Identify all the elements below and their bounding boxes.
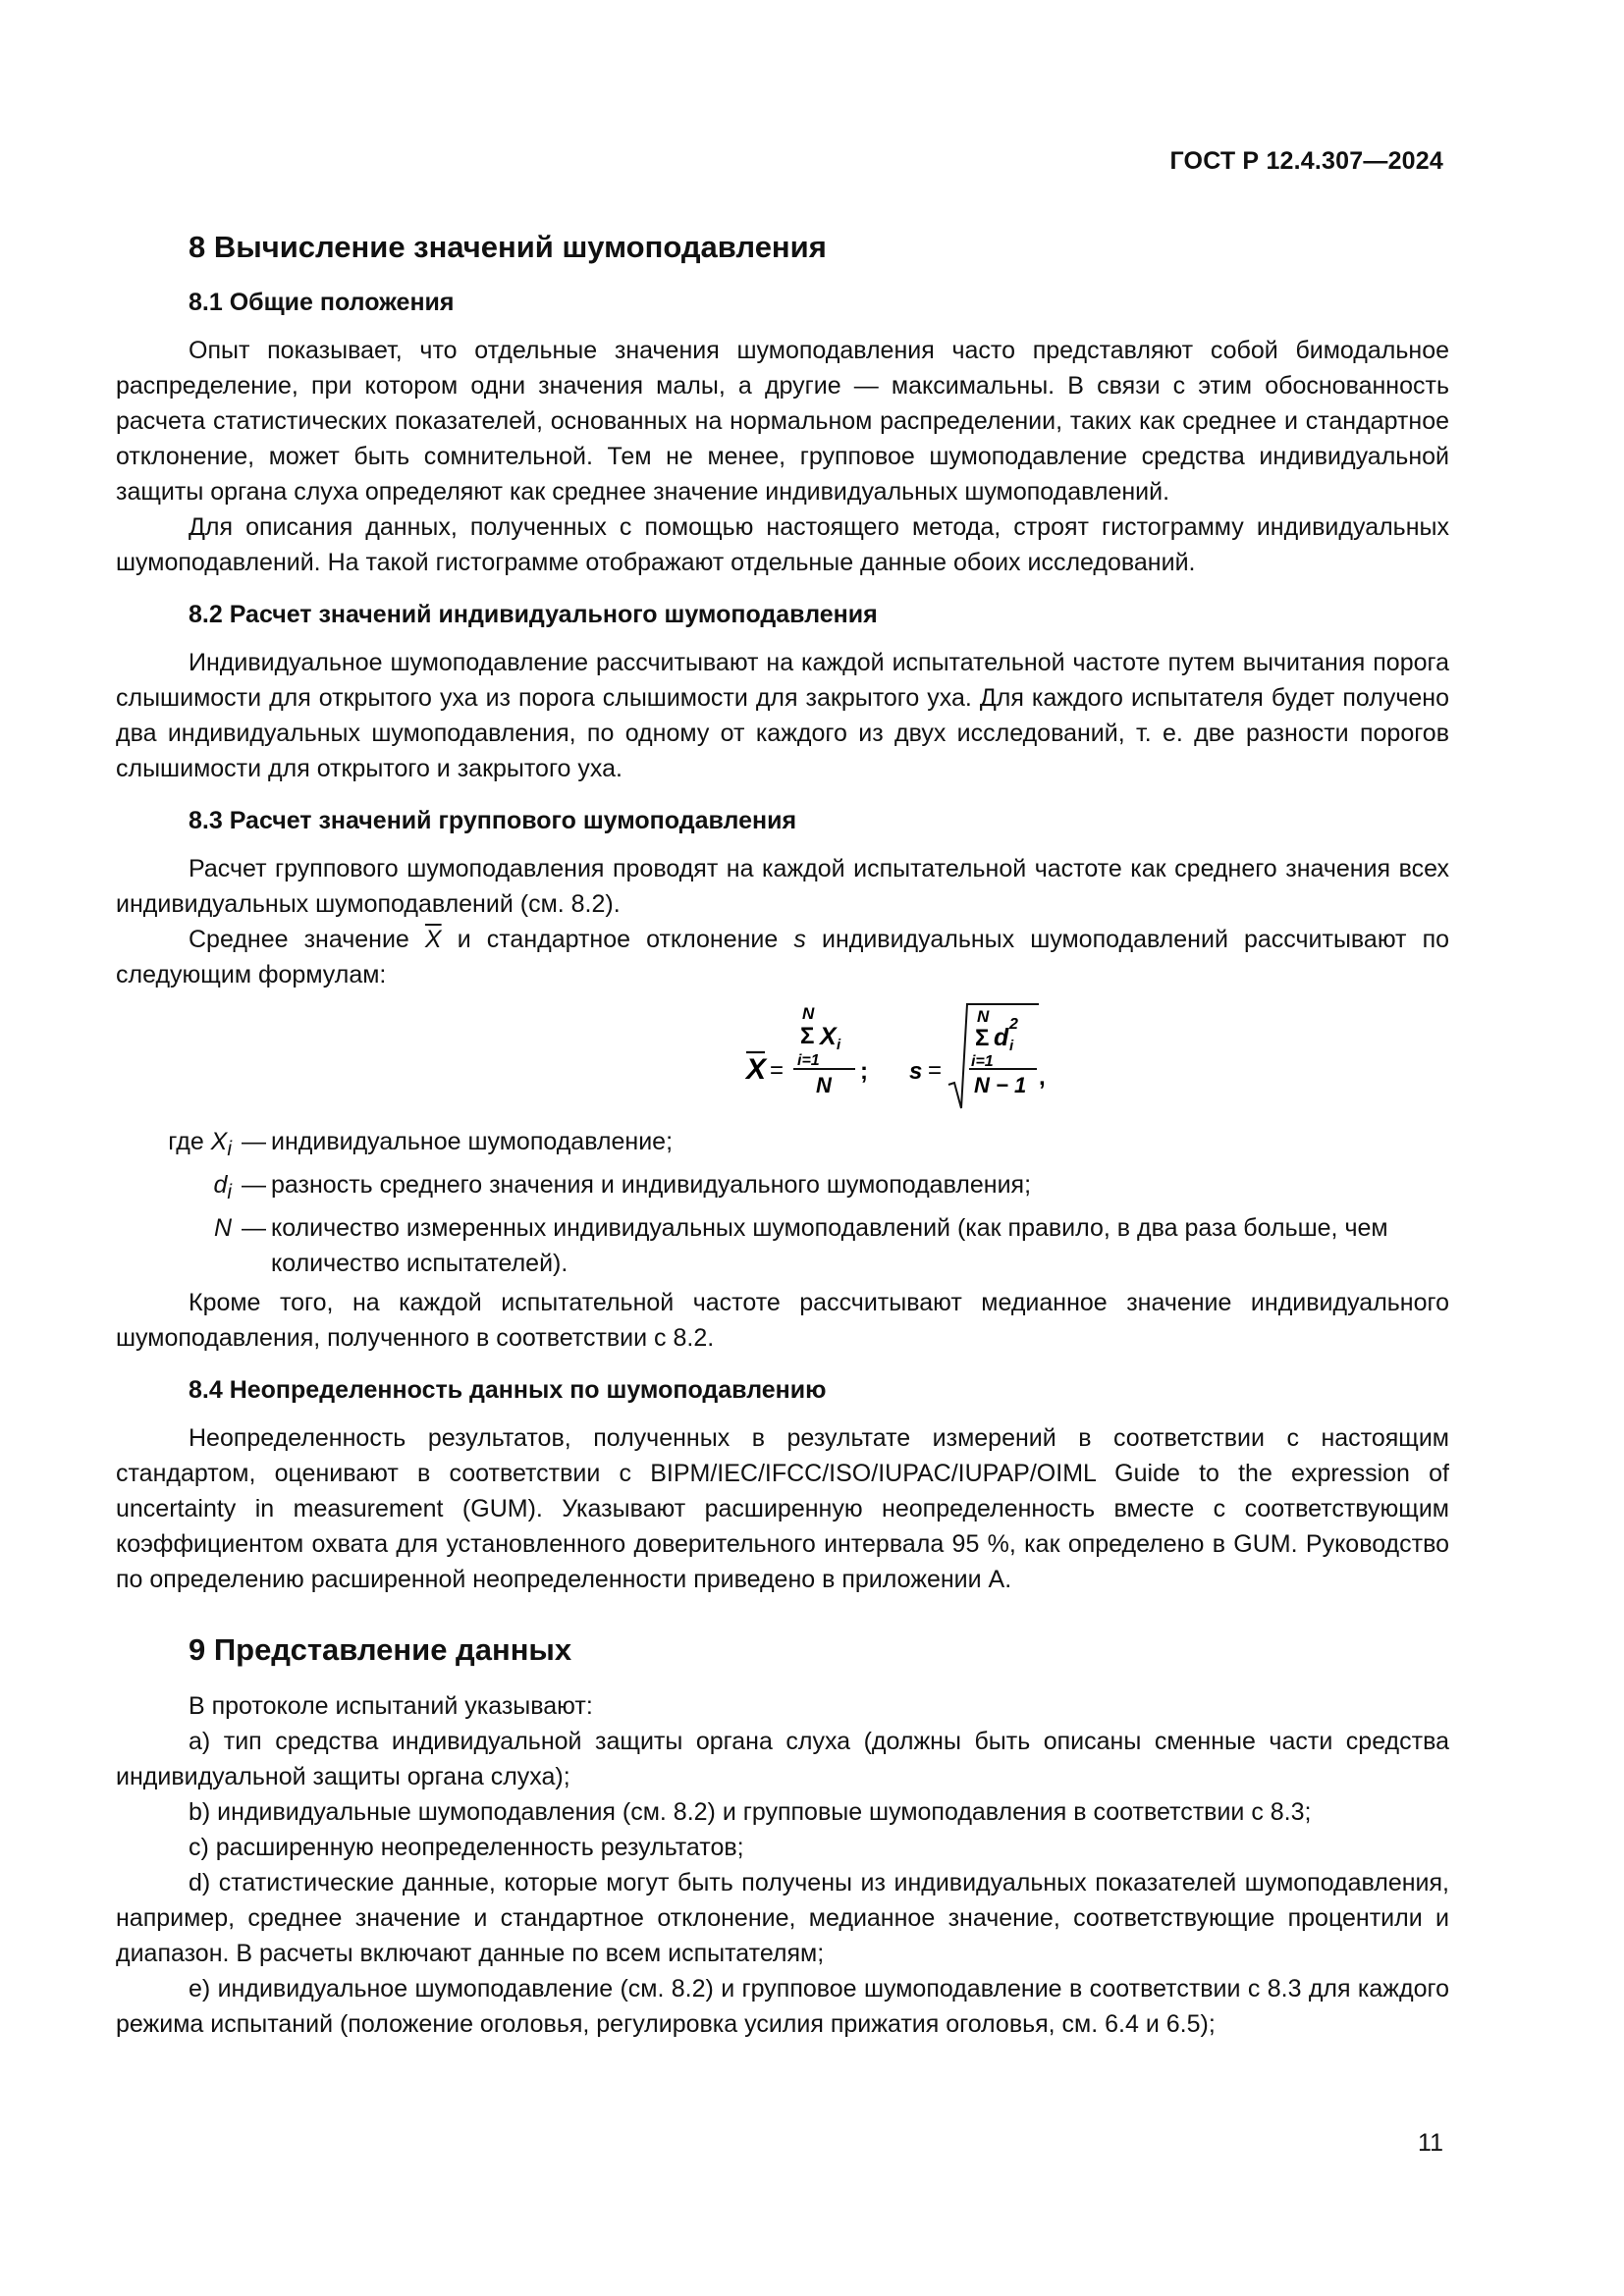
symbol-d: d: [213, 1171, 228, 1199]
definition-prefix: где: [168, 1128, 211, 1155]
std-symbol: s: [793, 926, 806, 953]
formula-xi-sub: i: [837, 1037, 841, 1053]
subsection-8-4-heading: 8.4 Неопределенность данных по шумоподавлению: [189, 1376, 827, 1404]
list-item-c: c) расширенную неопределенность результатов;: [189, 1834, 744, 1861]
formula-sum-bottom: i=1: [797, 1052, 820, 1069]
formula-sum-top: N: [802, 1004, 815, 1023]
formula-xi: X: [820, 1023, 837, 1050]
definition-dash: —: [242, 1214, 266, 1242]
paragraph-8-2-1: Индивидуальное шумоподавление рассчитывают на каждой испытательной частоте путем вычитания порога слышимости для открытого уха из порога слышимости для закрытого уха. Для каждого испытателя будет получено два индивидуальных шумоподавления, по одному от каждого из двух исследований, т. е. две разности порогов слышимости для открытого и закрытого уха.: [116, 649, 1449, 782]
definition-symbol: [116, 1124, 242, 1167]
formula-equals-2: =: [928, 1057, 943, 1084]
subsection-8-3-heading: 8.3 Расчет значений группового шумоподавления: [189, 807, 797, 834]
formula-di-sup: 2: [1009, 1016, 1018, 1033]
formula-block: [116, 1000, 1449, 1114]
definition-dash: —: [242, 1171, 266, 1199]
formula-di-sub: i: [1009, 1038, 1014, 1054]
formula-denominator: N: [816, 1073, 832, 1097]
formula-di: d: [994, 1024, 1009, 1051]
formula-sigma: Σ: [800, 1023, 815, 1049]
paragraph-8-4-1: Неопределенность результатов, полученных в результате измерений в соответствии с настоящим стандартом, оценивают в соответствии с BIPM/IEC/IFCC/ISO/IUPAC/IUPAP/OIML Guide to the expression of uncertainty in measurement (GUM). Указывают расширенную неопределенность вместе с соответствующим коэффициентом охвата для установленного доверительного интервала 95 %, как определено в GUM. Руководство по определению расширенной неопределенности приведено в приложении А.: [116, 1424, 1449, 1593]
subsection-8-1-heading: 8.1 Общие положения: [189, 289, 455, 316]
symbol-sub: i: [227, 1181, 232, 1203]
formula-sum-top-2: N: [977, 1007, 990, 1026]
paragraph-8-3-1: Расчет группового шумоподавления проводят на каждой испытательной частоте как среднего значения всех индивидуальных шумоподавлений (см. 8.2).: [116, 855, 1449, 918]
text-fragment: и стандартное отклонение: [441, 926, 794, 953]
paragraph-8-1-1: Опыт показывает, что отдельные значения шумоподавления часто представляют собой бимодальное распределение, при котором одни значения малы, а другие — максимальны. В связи с этим обоснованность расчета статистических показателей, основанных на нормальном распределении, таких как среднее и стандартное отклонение, может быть сомнительной. Тем не менее, групповое шумоподавление средства индивидуальной защиты органа слуха определяют как среднее значение индивидуальных шумоподавлений.: [116, 337, 1449, 506]
list-item-e: e) индивидуальное шумоподавление (см. 8.2) и групповое шумоподавление в соответствии с 8.3 для каждого режима испытаний (положение оголовья, регулировка усилия прижатия оголовья, см. 6.4 и 6.5);: [116, 1975, 1449, 2038]
definition-text: количество измеренных индивидуальных шумоподавлений (как правило, в два раза больше, чем количество испытателей).: [271, 1214, 1388, 1277]
formula-sigma-2: Σ: [975, 1025, 990, 1051]
formula-denominator-2: N − 1: [974, 1073, 1027, 1097]
list-item-a: а) тип средства индивидуальной защиты органа слуха (должны быть описаны сменные части средства индивидуальной защиты органа слуха);: [116, 1728, 1449, 1790]
formula-xbar: X: [746, 1053, 767, 1086]
symbol-sub: i: [227, 1138, 232, 1160]
paragraph-8-3-3: Кроме того, на каждой испытательной частоте рассчитывают медианное значение индивидуального шумоподавления, полученного в соответствии с 8.2.: [116, 1289, 1449, 1352]
list-item-d: d) статистические данные, которые могут быть получены из индивидуальных показателей шумоподавления, например, среднее значение и стандартное отклонение, медианное значение, соответствующие процентили и диапазон. В расчеты включают данные по всем испытателям;: [116, 1869, 1449, 1967]
formula-comma: ,: [1039, 1064, 1046, 1091]
section-8-heading: 8 Вычисление значений шумоподавления: [189, 230, 827, 264]
formula-s: s: [909, 1058, 923, 1085]
definition-row: [116, 1124, 1449, 1167]
section-9-intro: В протоколе испытаний указывают:: [189, 1692, 593, 1720]
text-fragment: индивидуальных шумоподавлений рассчитывают по следующим формулам:: [116, 926, 1450, 988]
paragraph-8-3-2: [116, 922, 1449, 992]
definition-text: разность среднего значения и индивидуального шумоподавления;: [271, 1171, 1032, 1199]
page-number: 11: [1418, 2129, 1443, 2157]
symbol-x: X: [210, 1128, 228, 1155]
symbol-n: N: [213, 1214, 232, 1242]
definition-text: индивидуальное шумоподавление;: [271, 1128, 674, 1155]
mean-std-formula: [617, 1000, 1068, 1114]
formula-equals: =: [770, 1057, 785, 1084]
page-content: [116, 228, 1449, 2042]
definition-symbol: [116, 1167, 242, 1210]
definition-dash: —: [242, 1128, 266, 1155]
paragraph-8-1-2: Для описания данных, полученных с помощью настоящего метода, строят гистограмму индивидуальных шумоподавлений. На такой гистограмме отображают отдельные данные обоих исследований.: [116, 513, 1449, 576]
formula-semicolon: ;: [860, 1058, 868, 1085]
section-9-heading: 9 Представление данных: [189, 1632, 572, 1667]
list-item-b: b) индивидуальные шумоподавления (см. 8.2) и групповые шумоподавления в соответствии с 8.3;: [189, 1798, 1312, 1826]
text-fragment: Среднее значение: [189, 926, 425, 953]
formula-sum-bottom-2: i=1: [971, 1053, 994, 1070]
document-code-header: ГОСТ Р 12.4.307—2024: [1169, 147, 1443, 175]
subsection-8-2-heading: 8.2 Расчет значений индивидуального шумоподавления: [189, 601, 878, 628]
section-9: [116, 1630, 1449, 2042]
definition-symbol: [116, 1210, 242, 1246]
definition-row: [116, 1210, 1449, 1281]
mean-symbol: $\overline{X}$: [424, 926, 442, 953]
definitions-list: [116, 1124, 1449, 1281]
definition-row: [116, 1167, 1449, 1210]
